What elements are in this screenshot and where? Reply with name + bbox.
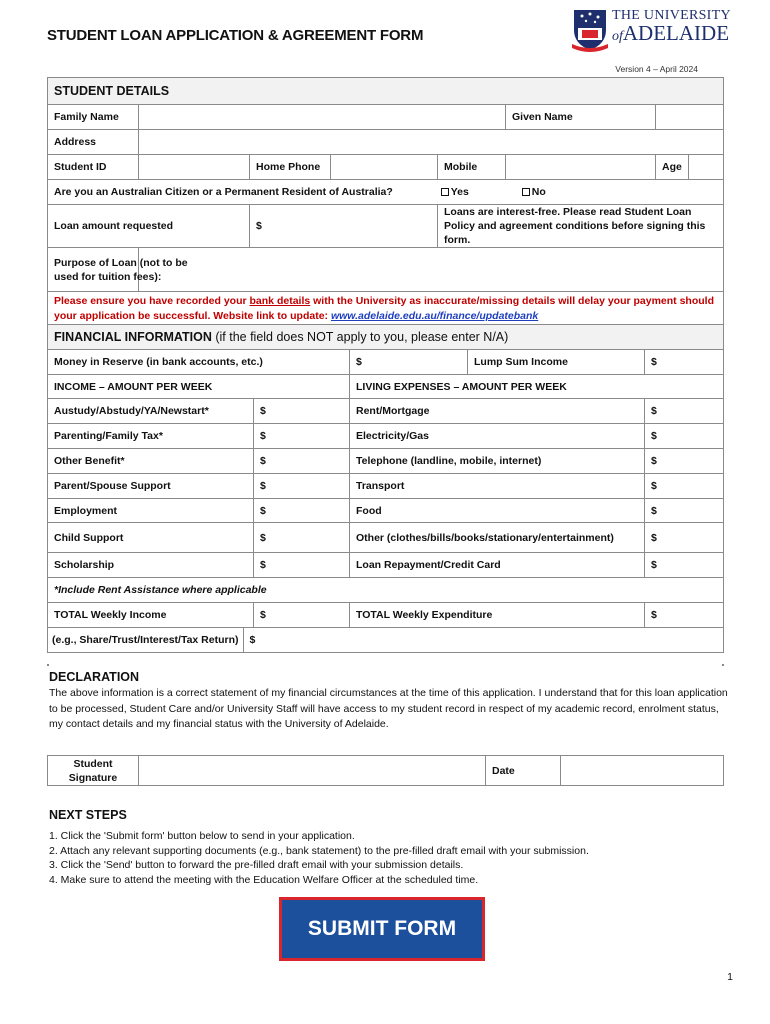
lump-sum-field[interactable]: $ [645, 350, 724, 375]
yes-option[interactable]: Yes [441, 186, 469, 198]
income-label: Other Benefit* [48, 449, 254, 474]
expense-field[interactable]: $ [645, 553, 724, 578]
income-field[interactable]: $ [254, 399, 350, 424]
signature-field[interactable] [139, 756, 486, 786]
page-number: 1 [727, 971, 733, 983]
expense-field[interactable]: $ [645, 424, 724, 449]
other-income-field[interactable]: $ [249, 634, 256, 646]
income-label: Parenting/Family Tax* [48, 424, 254, 449]
loan-amount-field[interactable]: $ [250, 205, 438, 248]
expense-label: Transport [350, 474, 645, 499]
yes-checkbox[interactable] [441, 188, 449, 196]
expense-field[interactable]: $ [645, 499, 724, 523]
other-income-label: (e.g., Share/Trust/Interest/Tax Return) [48, 628, 244, 652]
signature-table [47, 755, 724, 786]
purpose-field[interactable] [139, 248, 724, 292]
given-name-field[interactable] [656, 105, 724, 130]
address-label: Address [48, 130, 139, 155]
income-field[interactable]: $ [254, 553, 350, 578]
total-expense-label: TOTAL Weekly Expenditure [350, 603, 645, 628]
age-label: Age [656, 155, 689, 180]
money-reserve-field[interactable]: $ [350, 350, 468, 375]
address-field[interactable] [139, 130, 724, 155]
mobile-field[interactable] [506, 155, 656, 180]
expense-label: Other (clothes/bills/books/stationary/entertainment) [350, 523, 645, 553]
citizen-question: Are you an Australian Citizen or a Permanent Resident of Australia? [54, 186, 393, 198]
age-field[interactable] [689, 155, 724, 180]
university-logo [572, 8, 732, 56]
version-label: Version 4 – April 2024 [615, 64, 698, 74]
money-reserve-label: Money in Reserve (in bank accounts, etc.) [48, 350, 350, 375]
home-phone-label: Home Phone [250, 155, 331, 180]
crest-icon [572, 8, 608, 52]
purpose-label: Purpose of Loan (not to be used for tuition fees): [48, 248, 139, 292]
declaration-title: DECLARATION [49, 670, 140, 684]
financial-heading: FINANCIAL INFORMATION (if the field does NOT apply to you, please enter N/A) [48, 325, 724, 350]
student-details-heading: STUDENT DETAILS [48, 78, 724, 105]
signature-label: Student Signature [48, 756, 139, 786]
family-name-label: Family Name [48, 105, 139, 130]
income-field[interactable]: $ [254, 523, 350, 553]
income-label: Child Support [48, 523, 254, 553]
no-option[interactable]: No [522, 186, 546, 198]
income-label: Scholarship [48, 553, 254, 578]
next-steps-list [49, 829, 729, 887]
list-item: 4. Make sure to attend the meeting with the Education Welfare Officer at the scheduled time. [49, 873, 479, 886]
next-steps-title: NEXT STEPS [49, 808, 127, 822]
update-bank-link[interactable]: www.adelaide.edu.au/finance/updatebank [330, 310, 539, 322]
date-label: Date [486, 756, 561, 786]
list-item: 1. Click the 'Submit form' button below to send in your application. [49, 830, 355, 842]
declaration-text: The above information is a correct statement of my financial circumstances at the time of this application. I understand that for this loan application to be processed, Student Care and/or University Staff will have access to my student record in respect of my academic record, enrolment status, my contact details and my financial status with the University of Adelaide. [49, 687, 728, 730]
expense-label: Electricity/Gas [350, 424, 645, 449]
income-label: Austudy/Abstudy/YA/Newstart* [48, 399, 254, 424]
expense-label: Telephone (landline, mobile, internet) [350, 449, 645, 474]
expense-field[interactable]: $ [645, 449, 724, 474]
submit-form-button[interactable]: SUBMIT FORM [279, 897, 485, 961]
expense-field[interactable]: $ [645, 474, 724, 499]
total-income-field[interactable]: $ [254, 603, 350, 628]
home-phone-field[interactable] [331, 155, 438, 180]
bank-details-note: Please ensure you have recorded your bank details with the University as inaccurate/missing details will delay your payment should your application be successful. Website link to update: www.adelaide.edu.au/finance/updatebank [48, 292, 724, 327]
date-field[interactable] [561, 756, 724, 786]
logo-line1: THE UNIVERSITY [612, 8, 731, 23]
expense-heading: LIVING EXPENSES – AMOUNT PER WEEK [350, 375, 724, 399]
loan-note: Loans are interest-free. Please read Student Loan Policy and agreement conditions before signing this form. [438, 205, 724, 248]
income-field[interactable]: $ [254, 474, 350, 499]
total-expense-field[interactable]: $ [645, 603, 724, 628]
student-details-table [47, 77, 724, 327]
income-label: Parent/Spouse Support [48, 474, 254, 499]
list-item: 2. Attach any relevant supporting documents (e.g., bank statement) to the pre-filled draft email with your submission. [49, 844, 589, 857]
logo-line2: ofADELAIDE [612, 21, 730, 45]
expense-field[interactable]: $ [645, 399, 724, 424]
income-field[interactable]: $ [254, 424, 350, 449]
expense-label: Loan Repayment/Credit Card [350, 553, 645, 578]
loan-amount-label: Loan amount requested [48, 205, 250, 248]
given-name-label: Given Name [506, 105, 656, 130]
income-label: Employment [48, 499, 254, 523]
total-income-label: TOTAL Weekly Income [48, 603, 254, 628]
rent-assistance-note: *Include Rent Assistance where applicable [48, 578, 724, 603]
income-field[interactable]: $ [254, 449, 350, 474]
income-field[interactable]: $ [254, 499, 350, 523]
expense-field[interactable]: $ [645, 523, 724, 553]
expense-label: Food [350, 499, 645, 523]
citizen-row [48, 180, 724, 205]
form-title: STUDENT LOAN APPLICATION & AGREEMENT FORM [47, 27, 424, 44]
family-name-field[interactable] [139, 105, 506, 130]
list-item: 3. Click the 'Send' button to forward the pre-filled draft email with your submission details. [49, 859, 464, 872]
financial-info-table [47, 324, 724, 653]
no-checkbox[interactable] [522, 188, 530, 196]
other-income-row [48, 628, 724, 653]
lump-sum-label: Lump Sum Income [468, 350, 645, 375]
income-heading: INCOME – AMOUNT PER WEEK [48, 375, 350, 399]
mobile-label: Mobile [438, 155, 506, 180]
student-id-label: Student ID [48, 155, 139, 180]
student-id-field[interactable] [139, 155, 250, 180]
expense-label: Rent/Mortgage [350, 399, 645, 424]
